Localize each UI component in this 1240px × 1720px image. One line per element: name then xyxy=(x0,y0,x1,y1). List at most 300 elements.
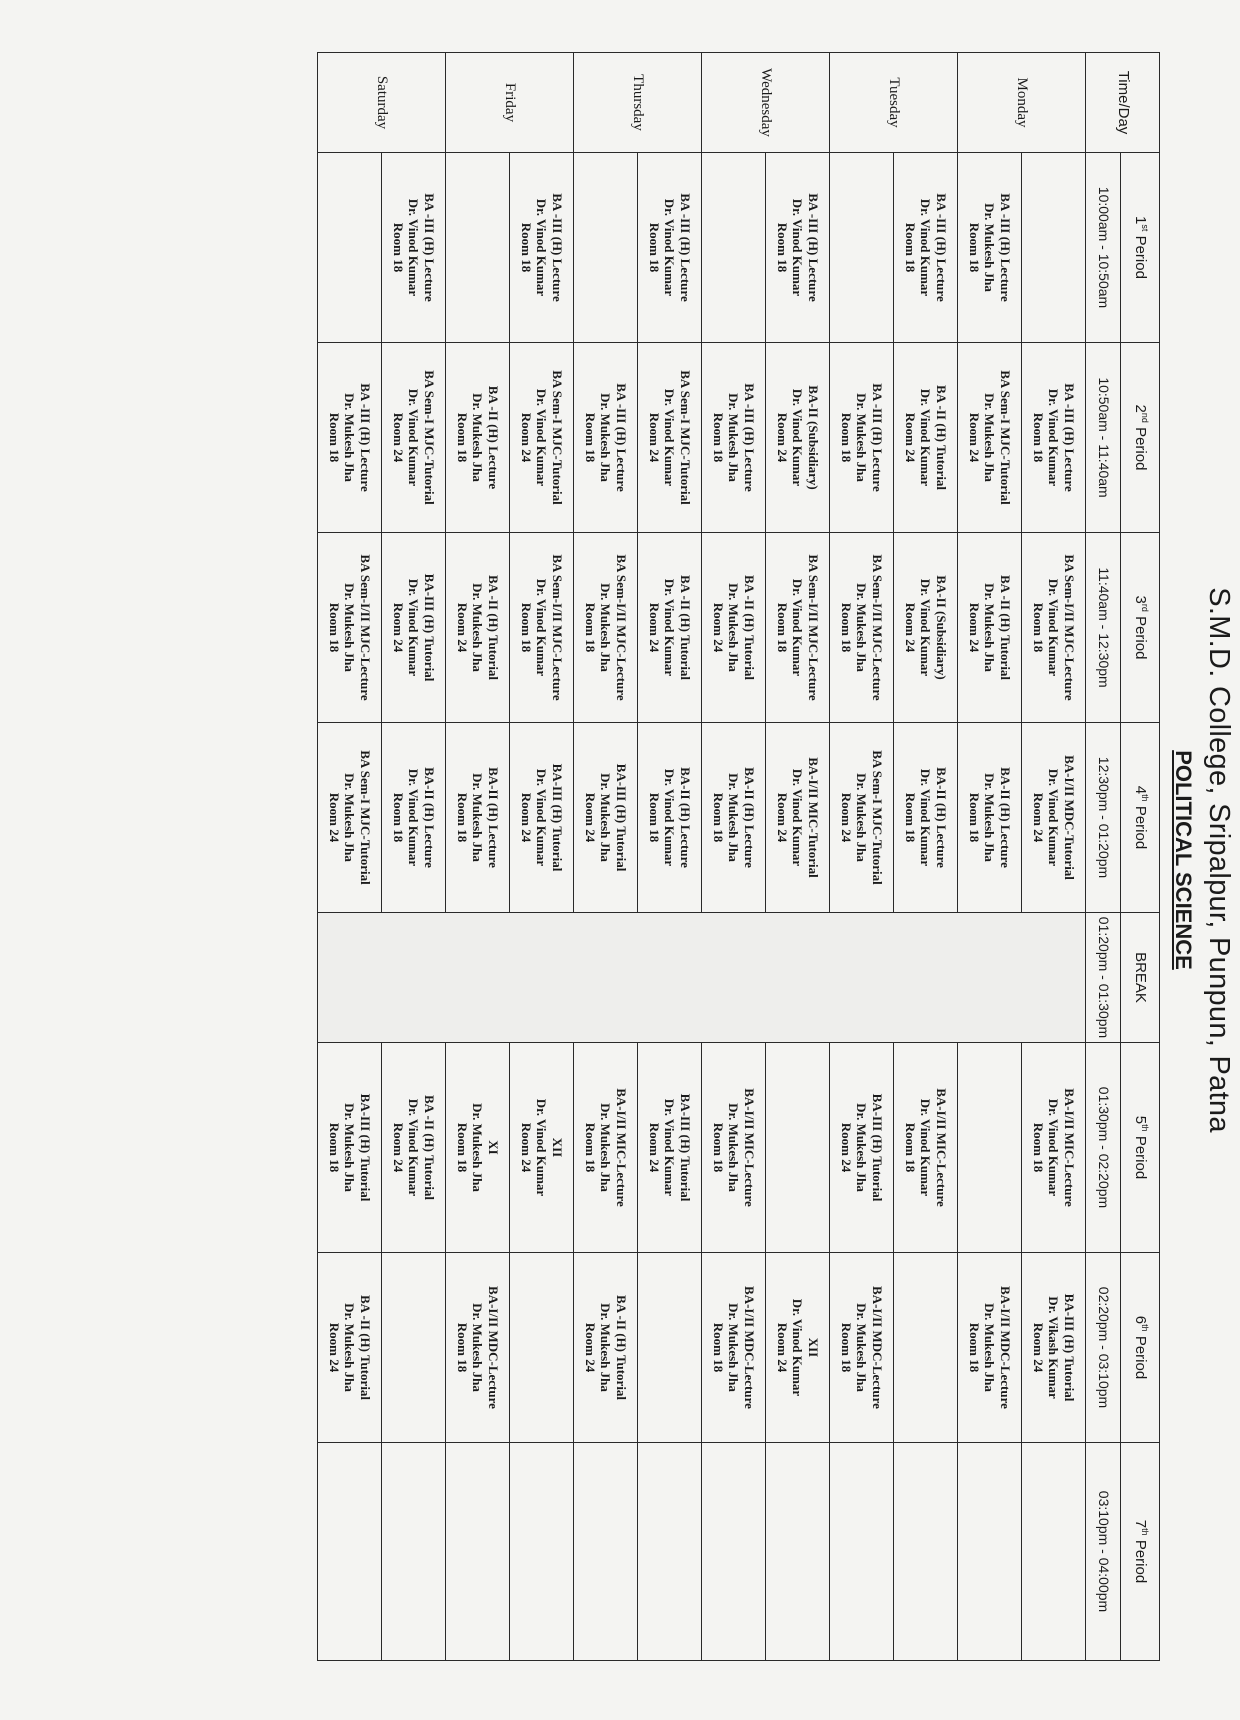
break-time: 01:20pm - 01:30pm xyxy=(1086,913,1121,1043)
class-slot xyxy=(638,153,702,343)
room: Room 24 xyxy=(902,602,918,653)
room: Room 24 xyxy=(966,602,982,653)
table-row xyxy=(510,53,574,1661)
class-name: BA Sem-I/II MJC-Lecture xyxy=(358,554,374,701)
class-name: BA-III (H) Tutorial xyxy=(614,763,630,872)
class-name: BA Sem-I/II MJC-Lecture xyxy=(550,554,566,701)
timetable xyxy=(317,52,1160,1661)
class-name: BA-I/II MDC-Lecture xyxy=(870,1286,886,1409)
class-name: BA Sem-I MJC-Tutorial xyxy=(422,370,438,505)
class-slot xyxy=(574,1043,638,1253)
teacher-name: Dr. Vinod Kumar xyxy=(790,1298,806,1397)
room: Room 24 xyxy=(774,1322,790,1373)
class-slot xyxy=(574,1253,638,1443)
class-name: BA-III (H) Tutorial xyxy=(870,1093,886,1202)
class-name: BA-I/II MDC-Tutorial xyxy=(1062,755,1078,880)
period-label: 7th Period xyxy=(1121,1443,1160,1661)
class-slot xyxy=(830,153,894,343)
class-slot xyxy=(1022,1253,1086,1443)
class-slot xyxy=(1022,153,1086,343)
room: Room 24 xyxy=(518,412,534,463)
teacher-name: Dr. Vinod Kumar xyxy=(790,388,806,487)
class-name: BA Sem-I MJC-Tutorial xyxy=(678,370,694,505)
day-label: Thursday xyxy=(574,53,702,153)
class-slot xyxy=(958,153,1022,343)
class-slot xyxy=(446,1443,510,1661)
class-slot xyxy=(766,1443,830,1661)
class-name: BA-II (H) Lecture xyxy=(742,767,758,868)
teacher-name: Dr. Mukesh Jha xyxy=(726,1103,742,1192)
table-row xyxy=(766,53,830,1661)
teacher-name: Dr. Mukesh Jha xyxy=(726,1303,742,1392)
teacher-name: Dr. Vinod Kumar xyxy=(662,768,678,867)
class-name: BA -II (H) Tutorial xyxy=(422,1094,438,1201)
class-name: BA -III (H) Lecture xyxy=(934,193,950,302)
class-slot xyxy=(958,533,1022,723)
class-slot xyxy=(446,533,510,723)
room: Room 24 xyxy=(774,792,790,843)
class-slot xyxy=(574,533,638,723)
room: Room 18 xyxy=(1030,602,1046,653)
teacher-name: Dr. Mukesh Jha xyxy=(854,583,870,672)
teacher-name: Dr. Vinod Kumar xyxy=(662,388,678,487)
class-name: BA -III (H) Lecture xyxy=(550,193,566,302)
class-slot xyxy=(702,1443,766,1661)
teacher-name: Dr. Vinod Kumar xyxy=(534,578,550,677)
teacher-name: Dr. Vinod Kumar xyxy=(918,578,934,677)
class-slot xyxy=(702,533,766,723)
room: Room 24 xyxy=(326,1322,342,1373)
class-slot xyxy=(702,153,766,343)
period-time: 10:50am - 11:40am xyxy=(1086,343,1121,533)
class-name: BA -III (H) Lecture xyxy=(998,193,1014,302)
day-label: Monday xyxy=(958,53,1086,153)
class-slot xyxy=(958,723,1022,913)
teacher-name: Dr. Vinod Kumar xyxy=(1046,768,1062,867)
class-slot xyxy=(894,1253,958,1443)
class-slot xyxy=(382,343,446,533)
class-name: BA -II (H) Tutorial xyxy=(998,574,1014,681)
class-slot xyxy=(830,343,894,533)
room: Room 24 xyxy=(454,602,470,653)
period-time: 02:20pm - 03:10pm xyxy=(1086,1253,1121,1443)
day-label: Saturday xyxy=(318,53,446,153)
class-name: BA-III (H) Tutorial xyxy=(550,763,566,872)
room: Room 18 xyxy=(1030,1122,1046,1173)
class-slot xyxy=(830,1043,894,1253)
room: Room 18 xyxy=(902,1122,918,1173)
room: Room 18 xyxy=(454,412,470,463)
class-name: BA-II (H) Lecture xyxy=(422,767,438,868)
class-name: BA-I/II MIC-Tutorial xyxy=(806,757,822,878)
class-name: BA-II (H) Lecture xyxy=(678,767,694,868)
teacher-name: Dr. Vinod Kumar xyxy=(406,388,422,487)
class-slot xyxy=(510,723,574,913)
room: Room 18 xyxy=(838,412,854,463)
period-time: 12:30pm - 01:20pm xyxy=(1086,723,1121,913)
class-slot xyxy=(510,533,574,723)
class-slot xyxy=(574,153,638,343)
class-name: BA -II (H) Tutorial xyxy=(486,574,502,681)
room: Room 24 xyxy=(838,1122,854,1173)
class-name: BA -II (H) Lecture xyxy=(486,385,502,490)
room: Room 24 xyxy=(390,602,406,653)
room: Room 18 xyxy=(838,1322,854,1373)
class-name: BA -II (H) Tutorial xyxy=(742,574,758,681)
table-row xyxy=(574,53,638,1661)
period-label: 5th Period xyxy=(1121,1043,1160,1253)
room: Room 18 xyxy=(390,792,406,843)
class-name: BA -III (H) Lecture xyxy=(806,193,822,302)
room: Room 24 xyxy=(774,412,790,463)
class-slot xyxy=(318,1253,382,1443)
teacher-name: Dr. Mukesh Jha xyxy=(854,1103,870,1192)
room: Room 18 xyxy=(966,792,982,843)
class-slot xyxy=(894,723,958,913)
class-slot xyxy=(638,1443,702,1661)
teacher-name: Dr. Mukesh Jha xyxy=(470,583,486,672)
teacher-name: Dr. Vinod Kumar xyxy=(662,198,678,297)
class-name: BA-III (H) Tutorial xyxy=(358,1093,374,1202)
teacher-name: Dr. Vinod Kumar xyxy=(406,198,422,297)
class-slot xyxy=(574,723,638,913)
class-name: BA-III (H) Tutorial xyxy=(1062,1293,1078,1402)
class-name: BA-I/II MIC-Lecture xyxy=(742,1088,758,1207)
class-slot xyxy=(446,343,510,533)
table-row xyxy=(958,53,1022,1661)
teacher-name: Dr. Vikash Kumar xyxy=(1046,1296,1062,1399)
day-label: Wednesday xyxy=(702,53,830,153)
room: Room 24 xyxy=(710,602,726,653)
period-header-row xyxy=(1121,53,1160,1661)
room: Room 18 xyxy=(454,1322,470,1373)
teacher-name: Dr. Vinod Kumar xyxy=(534,768,550,867)
class-name: BA Sem-I MJC-Tutorial xyxy=(358,750,374,885)
room: Room 18 xyxy=(902,222,918,273)
room: Room 18 xyxy=(838,602,854,653)
room: Room 18 xyxy=(966,222,982,273)
room: Room 18 xyxy=(774,602,790,653)
class-slot xyxy=(510,153,574,343)
class-slot xyxy=(638,343,702,533)
room: Room 24 xyxy=(1030,1322,1046,1373)
room: Room 18 xyxy=(390,222,406,273)
teacher-name: Dr. Mukesh Jha xyxy=(470,1303,486,1392)
teacher-name: Dr. Vinod Kumar xyxy=(918,1098,934,1197)
period-time: 01:30pm - 02:20pm xyxy=(1086,1043,1121,1253)
table-row xyxy=(1022,53,1086,1661)
teacher-name: Dr. Mukesh Jha xyxy=(982,583,998,672)
class-name: BA Sem-I/II MJC-Lecture xyxy=(1062,554,1078,701)
period-time: 10:00am - 10:50am xyxy=(1086,153,1121,343)
class-slot xyxy=(766,153,830,343)
class-name: BA-I/II MIC-Lecture xyxy=(934,1088,950,1207)
room: Room 18 xyxy=(582,602,598,653)
class-slot xyxy=(382,1043,446,1253)
room: Room 18 xyxy=(518,222,534,273)
class-slot xyxy=(958,343,1022,533)
teacher-name: Dr. Mukesh Jha xyxy=(982,393,998,482)
teacher-name: Dr. Vinod Kumar xyxy=(1046,388,1062,487)
class-slot xyxy=(638,533,702,723)
break-label: BREAK xyxy=(1121,913,1160,1043)
teacher-name: Dr. Mukesh Jha xyxy=(598,393,614,482)
period-label: 6th Period xyxy=(1121,1253,1160,1443)
class-slot xyxy=(382,533,446,723)
class-slot xyxy=(830,723,894,913)
class-slot xyxy=(318,153,382,343)
class-slot xyxy=(510,343,574,533)
teacher-name: Dr. Vinod Kumar xyxy=(1046,1098,1062,1197)
teacher-name: Dr. Mukesh Jha xyxy=(470,393,486,482)
class-slot xyxy=(510,1443,574,1661)
table-row xyxy=(382,53,446,1661)
class-name: BA Sem-I/II MJC-Lecture xyxy=(614,554,630,701)
class-slot xyxy=(894,1443,958,1661)
class-name: BA Sem-I MJC-Tutorial xyxy=(550,370,566,505)
class-slot xyxy=(1022,723,1086,913)
class-slot xyxy=(894,533,958,723)
period-label: 4th Period xyxy=(1121,723,1160,913)
class-slot xyxy=(1022,343,1086,533)
break-column xyxy=(318,913,1086,1043)
class-slot xyxy=(318,1043,382,1253)
class-slot xyxy=(894,153,958,343)
teacher-name: Dr. Vinod Kumar xyxy=(918,768,934,867)
day-label: Tuesday xyxy=(830,53,958,153)
teacher-name: Dr. Vinod Kumar xyxy=(662,578,678,677)
department-title: POLITICAL SCIENCE xyxy=(1171,750,1196,970)
class-slot xyxy=(446,1253,510,1443)
class-name: BA-I/II MIC-Lecture xyxy=(1062,1088,1078,1207)
teacher-name: Dr. Vinod Kumar xyxy=(918,388,934,487)
class-slot xyxy=(446,1043,510,1253)
teacher-name: Dr. Mukesh Jha xyxy=(470,773,486,862)
class-name: BA -III (H) Lecture xyxy=(870,383,886,492)
day-label: Friday xyxy=(446,53,574,153)
room: Room 24 xyxy=(518,1122,534,1173)
room: Room 24 xyxy=(902,412,918,463)
teacher-name: Dr. Vinod Kumar xyxy=(790,768,806,867)
table-row xyxy=(702,53,766,1661)
teacher-name: Dr. Mukesh Jha xyxy=(854,393,870,482)
room: Room 24 xyxy=(966,412,982,463)
room: Room 24 xyxy=(518,792,534,843)
class-slot xyxy=(638,1253,702,1443)
teacher-name: Dr. Mukesh Jha xyxy=(342,393,358,482)
teacher-name: Dr. Mukesh Jha xyxy=(470,1103,486,1192)
room: Room 18 xyxy=(646,792,662,843)
time-header-row xyxy=(1086,53,1121,1661)
room: Room 24 xyxy=(582,792,598,843)
room: Room 18 xyxy=(326,1122,342,1173)
class-slot xyxy=(766,533,830,723)
room: Room 18 xyxy=(518,602,534,653)
class-slot xyxy=(766,723,830,913)
class-name: BA-II (Subsidiary) xyxy=(934,575,950,680)
class-name: BA-I/II MDC-Lecture xyxy=(742,1286,758,1409)
class-slot xyxy=(574,1443,638,1661)
teacher-name: Dr. Mukesh Jha xyxy=(854,1303,870,1392)
room: Room 18 xyxy=(710,412,726,463)
room: Room 24 xyxy=(646,1122,662,1173)
class-slot xyxy=(318,723,382,913)
class-slot xyxy=(1022,1443,1086,1661)
class-name: BA -III (H) Lecture xyxy=(358,383,374,492)
class-slot xyxy=(766,1043,830,1253)
room: Room 24 xyxy=(838,792,854,843)
teacher-name: Dr. Vinod Kumar xyxy=(534,1098,550,1197)
class-name: BA-III (H) Tutorial xyxy=(678,1093,694,1202)
class-name: BA -II (H) Tutorial xyxy=(934,384,950,491)
class-slot xyxy=(702,723,766,913)
class-slot xyxy=(446,723,510,913)
class-slot xyxy=(574,343,638,533)
teacher-name: Dr. Mukesh Jha xyxy=(982,773,998,862)
period-label: 3rd Period xyxy=(1121,533,1160,723)
class-name: BA-II (H) Lecture xyxy=(934,767,950,868)
class-slot xyxy=(382,153,446,343)
teacher-name: Dr. Vinod Kumar xyxy=(662,1098,678,1197)
table-row xyxy=(318,53,382,1661)
teacher-name: Dr. Mukesh Jha xyxy=(726,393,742,482)
class-slot xyxy=(638,1043,702,1253)
room: Room 24 xyxy=(390,1122,406,1173)
class-slot xyxy=(1022,1043,1086,1253)
table-row xyxy=(638,53,702,1661)
class-name: BA Sem-I/II MJC-Lecture xyxy=(870,554,886,701)
teacher-name: Dr. Vinod Kumar xyxy=(406,768,422,867)
period-label: 1st Period xyxy=(1121,153,1160,343)
class-slot xyxy=(958,1043,1022,1253)
room: Room 24 xyxy=(1030,792,1046,843)
class-slot xyxy=(702,343,766,533)
class-slot xyxy=(766,1253,830,1443)
time-day-header: Time/Day xyxy=(1086,53,1160,153)
room: Room 18 xyxy=(966,1322,982,1373)
class-slot xyxy=(702,1253,766,1443)
teacher-name: Dr. Vinod Kumar xyxy=(790,198,806,297)
class-name: BA-I/II MDC-Lecture xyxy=(998,1286,1014,1409)
class-name: BA -III (H) Lecture xyxy=(614,383,630,492)
room: Room 18 xyxy=(582,1122,598,1173)
teacher-name: Dr. Mukesh Jha xyxy=(598,1303,614,1392)
class-name: BA -III (H) Lecture xyxy=(742,383,758,492)
table-row xyxy=(894,53,958,1661)
room: Room 18 xyxy=(710,1122,726,1173)
class-name: BA Sem-I MJC-Tutorial xyxy=(998,370,1014,505)
teacher-name: Dr. Vinod Kumar xyxy=(790,578,806,677)
room: Room 18 xyxy=(774,222,790,273)
class-name: BA -II (H) Tutorial xyxy=(614,1294,630,1401)
teacher-name: Dr. Mukesh Jha xyxy=(598,583,614,672)
teacher-name: Dr. Vinod Kumar xyxy=(918,198,934,297)
class-slot xyxy=(382,1253,446,1443)
teacher-name: Dr. Vinod Kumar xyxy=(1046,578,1062,677)
class-slot xyxy=(446,153,510,343)
class-name: XII xyxy=(806,1337,822,1358)
class-slot xyxy=(510,1043,574,1253)
room: Room 24 xyxy=(390,412,406,463)
teacher-name: Dr. Mukesh Jha xyxy=(342,773,358,862)
teacher-name: Dr. Mukesh Jha xyxy=(342,1103,358,1192)
class-name: BA Sem-I MJC-Tutorial xyxy=(870,750,886,885)
teacher-name: Dr. Mukesh Jha xyxy=(598,773,614,862)
teacher-name: Dr. Vinod Kumar xyxy=(534,198,550,297)
room: Room 24 xyxy=(326,792,342,843)
class-name: BA-II (H) Lecture xyxy=(998,767,1014,868)
class-name: BA-II (H) Lecture xyxy=(486,767,502,868)
class-slot xyxy=(958,1443,1022,1661)
teacher-name: Dr. Mukesh Jha xyxy=(726,583,742,672)
class-name: BA -III (H) Lecture xyxy=(422,193,438,302)
class-slot xyxy=(318,1443,382,1661)
class-slot xyxy=(830,1253,894,1443)
teacher-name: Dr. Vinod Kumar xyxy=(534,388,550,487)
class-name: BA -III (H) Lecture xyxy=(678,193,694,302)
teacher-name: Dr. Mukesh Jha xyxy=(726,773,742,862)
table-row xyxy=(830,53,894,1661)
class-name: BA-II (Subsidiary) xyxy=(806,385,822,490)
college-title: S.M.D. College, Sripalpur, Punpun, Patna xyxy=(1203,587,1235,1133)
table-row xyxy=(446,53,510,1661)
teacher-name: Dr. Vinod Kumar xyxy=(406,578,422,677)
teacher-name: Dr. Mukesh Jha xyxy=(854,773,870,862)
class-name: BA Sem-I/II MJC-Lecture xyxy=(806,554,822,701)
room: Room 18 xyxy=(326,412,342,463)
room: Room 24 xyxy=(646,602,662,653)
class-slot xyxy=(1022,533,1086,723)
class-name: XII xyxy=(550,1137,566,1158)
room: Room 18 xyxy=(902,792,918,843)
class-slot xyxy=(638,723,702,913)
class-slot xyxy=(382,1443,446,1661)
class-name: BA-III (H) Tutorial xyxy=(422,573,438,682)
class-name: BA -II (H) Tutorial xyxy=(678,574,694,681)
class-slot xyxy=(382,723,446,913)
period-time: 11:40am - 12:30pm xyxy=(1086,533,1121,723)
teacher-name: Dr. Mukesh Jha xyxy=(982,203,998,292)
room: Room 18 xyxy=(710,792,726,843)
class-slot xyxy=(510,1253,574,1443)
room: Room 24 xyxy=(582,1322,598,1373)
teacher-name: Dr. Vinod Kumar xyxy=(406,1098,422,1197)
class-slot xyxy=(702,1043,766,1253)
teacher-name: Dr. Mukesh Jha xyxy=(598,1103,614,1192)
class-slot xyxy=(766,343,830,533)
class-slot xyxy=(894,1043,958,1253)
class-slot xyxy=(830,533,894,723)
room: Room 18 xyxy=(710,1322,726,1373)
class-slot xyxy=(318,533,382,723)
room: Room 18 xyxy=(326,602,342,653)
teacher-name: Dr. Mukesh Jha xyxy=(342,583,358,672)
class-slot xyxy=(958,1253,1022,1443)
room: Room 18 xyxy=(454,792,470,843)
class-slot xyxy=(318,343,382,533)
teacher-name: Dr. Mukesh Jha xyxy=(342,1303,358,1392)
class-slot xyxy=(830,1443,894,1661)
class-slot xyxy=(894,343,958,533)
room: Room 18 xyxy=(1030,412,1046,463)
room: Room 18 xyxy=(582,412,598,463)
class-name: BA-I/II MDC-Lecture xyxy=(486,1286,502,1409)
class-name: BA -III (H) Lecture xyxy=(1062,383,1078,492)
period-time: 03:10pm - 04:00pm xyxy=(1086,1443,1121,1661)
class-name: BA -II (H) Tutorial xyxy=(358,1294,374,1401)
period-label: 2nd Period xyxy=(1121,343,1160,533)
room: Room 18 xyxy=(454,1122,470,1173)
